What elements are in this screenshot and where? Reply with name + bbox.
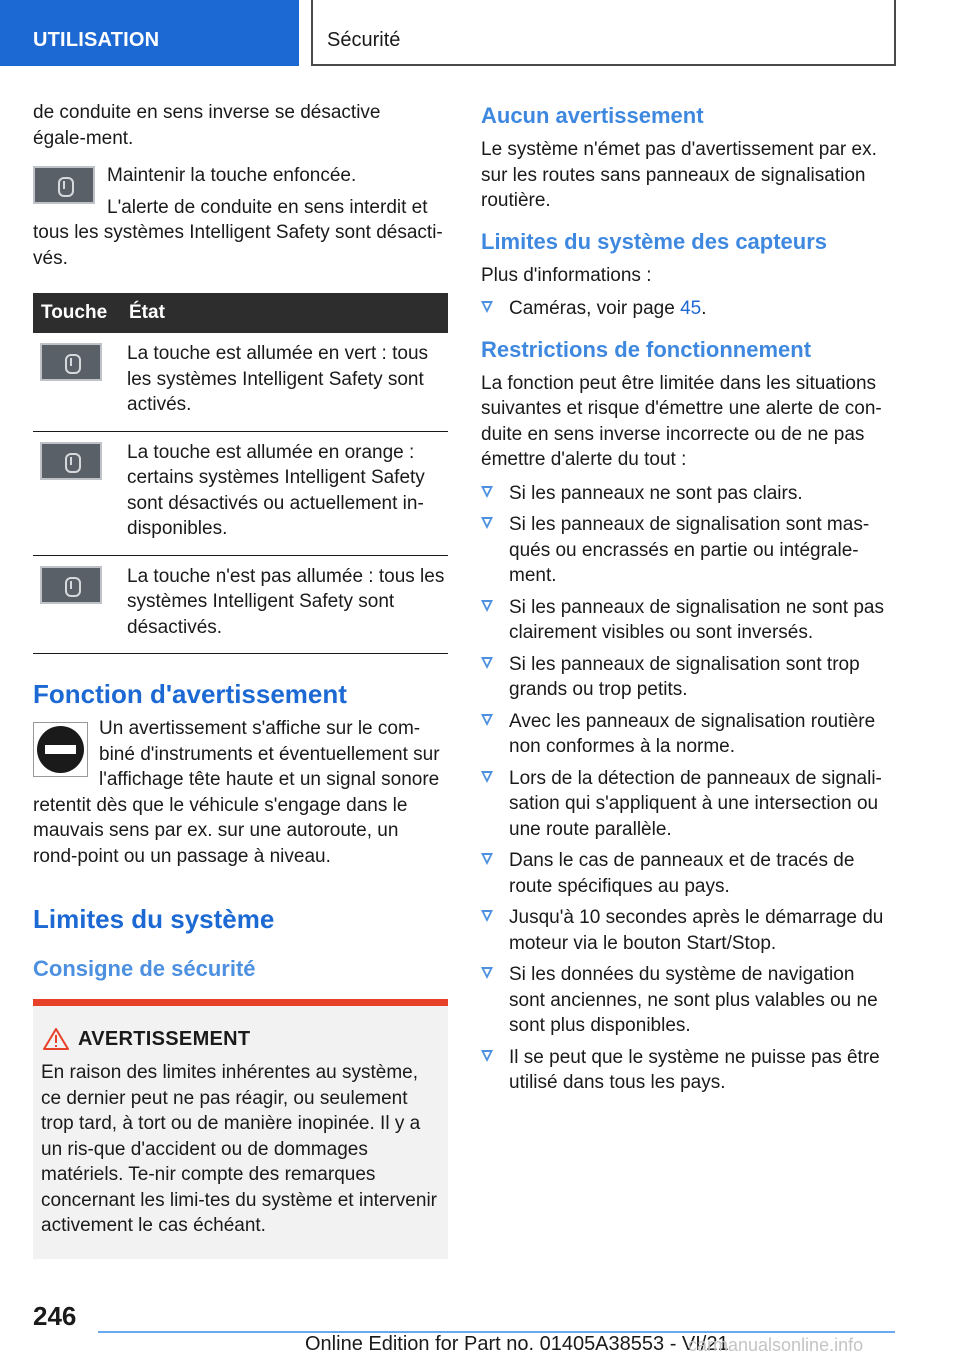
hold-instruction: Maintenir la touche enfoncée. (107, 165, 357, 186)
hold-result-line1: L'alerte de conduite en sens interdit et (107, 196, 428, 218)
triangle-bullet-icon (481, 486, 493, 498)
button-green-icon (40, 343, 102, 381)
triangle-bullet-icon (481, 657, 493, 669)
list-item: Si les panneaux ne sont pas clairs. (481, 481, 891, 507)
left-column (33, 100, 448, 1259)
warning-box (33, 999, 448, 1259)
no-warning-heading: Aucun avertissement (481, 103, 704, 128)
triangle-bullet-icon (481, 771, 493, 783)
no-warning-text: Le système n'émet pas d'avertissement par ex. sur les routes sans panneaux de signalisation routière. (481, 139, 877, 211)
triangle-bullet-icon (481, 1050, 493, 1062)
list-item: Caméras, voir page 45. (481, 296, 891, 322)
warning-label: AVERTISSEMENT (78, 1028, 251, 1050)
watermark-logo: carmanualsonline.info (688, 1335, 864, 1355)
page-link[interactable]: 45 (680, 298, 702, 319)
restrictions-list (481, 481, 891, 1096)
table-row (33, 555, 448, 654)
table-header-button: Touche (33, 293, 125, 333)
warning-function-rest: retentit dès que le véhicule s'engage dans le mauvais sens par ex. sur une autoroute, un rond-point ou un passage à niveau. (33, 794, 408, 867)
table-cell-state: La touche est allumée en vert : tous les systèmes Intelligent Safety sont activés. (125, 333, 448, 431)
list-item: Dans le cas de panneaux et de tracés de route spécifiques au pays. (481, 848, 891, 899)
table-cell-state: La touche est allumée en orange : certains systèmes Intelligent Safety sont désactivés ou actuellement in-disponibles. (125, 431, 448, 555)
list-item: Lors de la détection de panneaux de signali-sation qui s'appliquent à une intersection ou une route parallèle. (481, 766, 891, 843)
button-off-icon (40, 566, 102, 604)
list-item: Avec les panneaux de signalisation routière non conformes à la norme. (481, 709, 891, 760)
warning-function-heading: Fonction d'avertissement (33, 679, 347, 709)
system-limits-heading: Limites du système (33, 904, 275, 934)
topic-tab (311, 0, 896, 66)
triangle-bullet-icon (481, 967, 493, 979)
triangle-bullet-icon (481, 301, 493, 313)
right-column (481, 100, 891, 1102)
warning-bar (33, 999, 448, 1006)
sensor-list (481, 296, 891, 322)
triangle-bullet-icon (481, 853, 493, 865)
table-row (33, 431, 448, 555)
button-state-table (33, 293, 448, 654)
triangle-bullet-icon (481, 910, 493, 922)
button-orange-icon (40, 442, 102, 480)
sensor-info: Plus d'informations : (481, 264, 652, 286)
section-tab (0, 0, 299, 66)
warning-title (41, 1025, 440, 1053)
sensor-limits-heading: Limites du système des capteurs (481, 228, 828, 254)
page-number: 246 (33, 1301, 77, 1331)
no-entry-sign-icon (33, 722, 88, 777)
intro-text: de conduite en sens inverse se désactive égale-ment. (33, 102, 381, 149)
hold-result-rest: tous les systèmes Intelligent Safety sont désacti-vés. (33, 222, 443, 269)
safety-heading: Consigne de sécurité (33, 956, 256, 981)
list-item: Si les panneaux de signalisation sont trop grands ou trop petits. (481, 652, 891, 703)
list-item: Si les données du système de navigation sont anciennes, ne sont plus valables ou ne sont plus disponibles. (481, 962, 891, 1039)
warning-function-text: Un avertissement s'affiche sur le com-biné d'instruments et éventuellement sur l'affichage tête haute et un signal sonore (99, 718, 440, 790)
table-cell-state: La touche n'est pas allumée : tous les systèmes Intelligent Safety sont désactivés. (125, 555, 448, 654)
table-header-state: État (125, 293, 448, 333)
list-item: Si les panneaux de signalisation sont mas-qués ou encrassés en partie ou intégrale-ment. (481, 512, 891, 589)
warning-function-row (33, 716, 448, 793)
list-item: Jusqu'à 10 secondes après le démarrage du moteur via le bouton Start/Stop. (481, 905, 891, 956)
restrictions-heading: Restrictions de fonctionnement (481, 336, 812, 362)
edition-text: Online Edition for Part no. 01405A38553 - VI/21 (305, 1333, 729, 1355)
list-item: Si les panneaux de signalisation ne sont pas clairement visibles ou sont inversés. (481, 595, 891, 646)
table-row (33, 333, 448, 431)
restrictions-text: La fonction peut être limitée dans les situations suivantes et risque d'émettre une alerte de con-duite en sens inverse incorrecte ou de ne pas émettre d'alerte du tout : (481, 372, 882, 470)
topic-label: Sécurité (327, 29, 401, 51)
warning-triangle-icon (43, 1028, 69, 1050)
hold-instruction-row (33, 163, 448, 220)
intelligent-safety-button-icon (33, 166, 95, 204)
warning-text: En raison des limites inhérentes au système, ce dernier peut ne pas réagir, ou seulement trop tard, à tort ou de manière inopinée. Il y a un ris-que d'accident ou de dommages matériels. Te-nir compte des remarques concernant les limi-tes du système et intervenir activement le cas échéant. (41, 1062, 437, 1236)
triangle-bullet-icon (481, 517, 493, 529)
section-label: UTILISATION (33, 29, 160, 51)
triangle-bullet-icon (481, 600, 493, 612)
list-item: Il se peut que le système ne puisse pas être utilisé dans tous les pays. (481, 1045, 891, 1096)
triangle-bullet-icon (481, 714, 493, 726)
